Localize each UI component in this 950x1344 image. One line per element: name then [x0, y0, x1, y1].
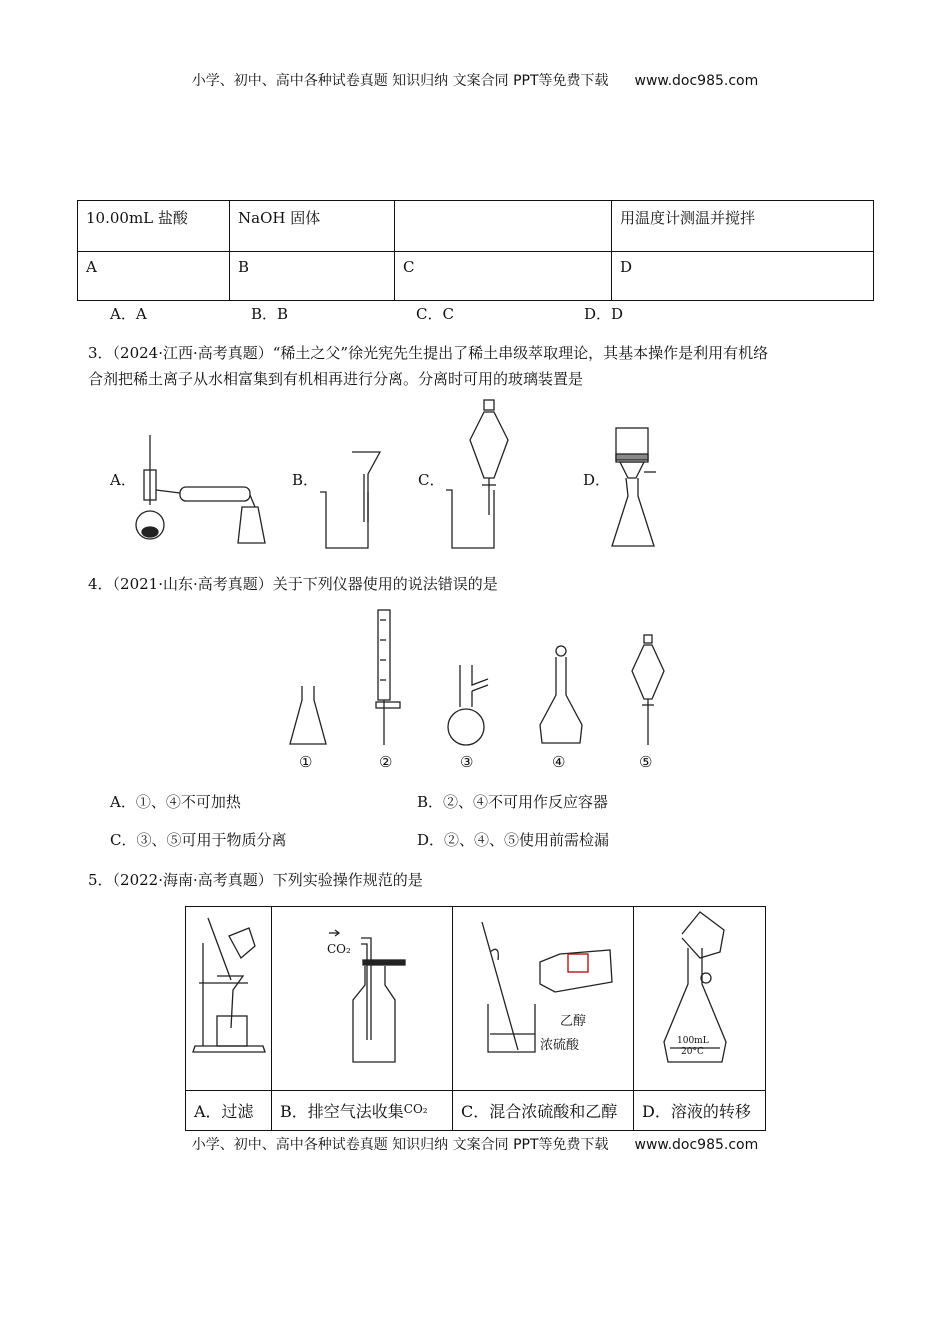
label-4: ④	[552, 753, 566, 771]
separatory-funnel-icon	[446, 400, 506, 550]
beaker-funnel-icon	[318, 452, 378, 550]
table-cell: NaOH 固体	[230, 201, 395, 252]
caption-b-text: B．排空气法收集	[280, 1102, 404, 1121]
burette-icon	[372, 610, 412, 745]
footer-text: 小学、初中、高中各种试卷真题 知识归纳 文案合同 PPT等免费下载	[191, 1137, 609, 1153]
flask-capacity-label: 100mL	[677, 1036, 709, 1046]
label-3: ③	[460, 753, 474, 771]
q2-table	[77, 200, 874, 301]
option-d[interactable]: D．②、④、⑤使用前需检漏	[417, 831, 610, 849]
caption-c[interactable]: C．混合浓硫酸和乙醇	[453, 1091, 634, 1131]
solution-transfer-icon	[660, 912, 750, 1082]
label-1: ①	[299, 753, 313, 771]
caption-a[interactable]: A．过滤	[186, 1091, 272, 1131]
table-cell: A	[78, 252, 230, 301]
table-cell: D	[612, 252, 874, 301]
distillation-apparatus-icon	[130, 435, 270, 550]
table-cell: 10.00mL 盐酸	[78, 201, 230, 252]
option-b[interactable]: B．B	[251, 305, 289, 323]
page-footer	[0, 1134, 950, 1154]
caption-b[interactable]	[272, 1091, 453, 1131]
q3-stem-line2: 合剂把稀土离子从水相富集到有机相再进行分离。分离时可用的玻璃装置是	[88, 370, 584, 388]
caption-b-sub: CO₂	[403, 1102, 428, 1116]
header-text: 小学、初中、高中各种试卷真题 知识归纳 文案合同 PPT等免费下载	[191, 73, 609, 89]
table-cell	[395, 201, 612, 252]
q5-stem: 5．（2022·海南·高考真题）下列实验操作规范的是	[88, 871, 423, 889]
q3-stem-line1: 3．（2024·江西·高考真题）“稀土之父”徐光宪先生提出了稀土串级萃取理论，其基本操作是利用有机络	[88, 344, 769, 362]
table-cell: C	[395, 252, 612, 301]
option-a[interactable]: A．A	[110, 305, 147, 323]
round-bottom-flask-icon	[448, 665, 492, 747]
suction-filter-icon	[610, 428, 660, 550]
separatory-funnel-icon	[630, 635, 666, 747]
gas-bottle-icon	[325, 930, 405, 1070]
q3-label-a[interactable]: A．	[110, 471, 136, 489]
conical-flask-icon	[290, 686, 326, 746]
label-5: ⑤	[639, 753, 653, 771]
option-a[interactable]: A．①、④不可加热	[110, 793, 241, 811]
q4-stem: 4．（2021·山东·高考真题）关于下列仪器使用的说法错误的是	[88, 575, 498, 593]
acid-label: 浓硫酸	[540, 1038, 580, 1053]
caption-d[interactable]: D．溶液的转移	[634, 1091, 766, 1131]
label-2: ②	[379, 753, 393, 771]
flask-temp-label: 20°C	[681, 1047, 704, 1057]
footer-link[interactable]: www.doc985.com	[634, 1137, 759, 1153]
option-d[interactable]: D．D	[584, 305, 624, 323]
header-link[interactable]: www.doc985.com	[634, 73, 759, 89]
page-header	[0, 70, 950, 90]
q3-label-c[interactable]: C．	[418, 471, 445, 489]
filtration-setup-icon	[193, 918, 268, 1058]
table-cell: 用温度计测温并搅拌	[612, 201, 874, 252]
ethanol-label: 乙醇	[560, 1014, 587, 1029]
co2-label: CO₂	[327, 942, 351, 956]
option-c[interactable]: C．C	[416, 305, 454, 323]
option-c[interactable]: C．③、⑤可用于物质分离	[110, 831, 287, 849]
volumetric-flask-icon	[538, 645, 584, 747]
q3-label-b[interactable]: B．	[292, 471, 319, 489]
table-cell: B	[230, 252, 395, 301]
q3-label-d[interactable]: D．	[583, 471, 611, 489]
option-b[interactable]: B．②、④不可用作反应容器	[417, 793, 609, 811]
